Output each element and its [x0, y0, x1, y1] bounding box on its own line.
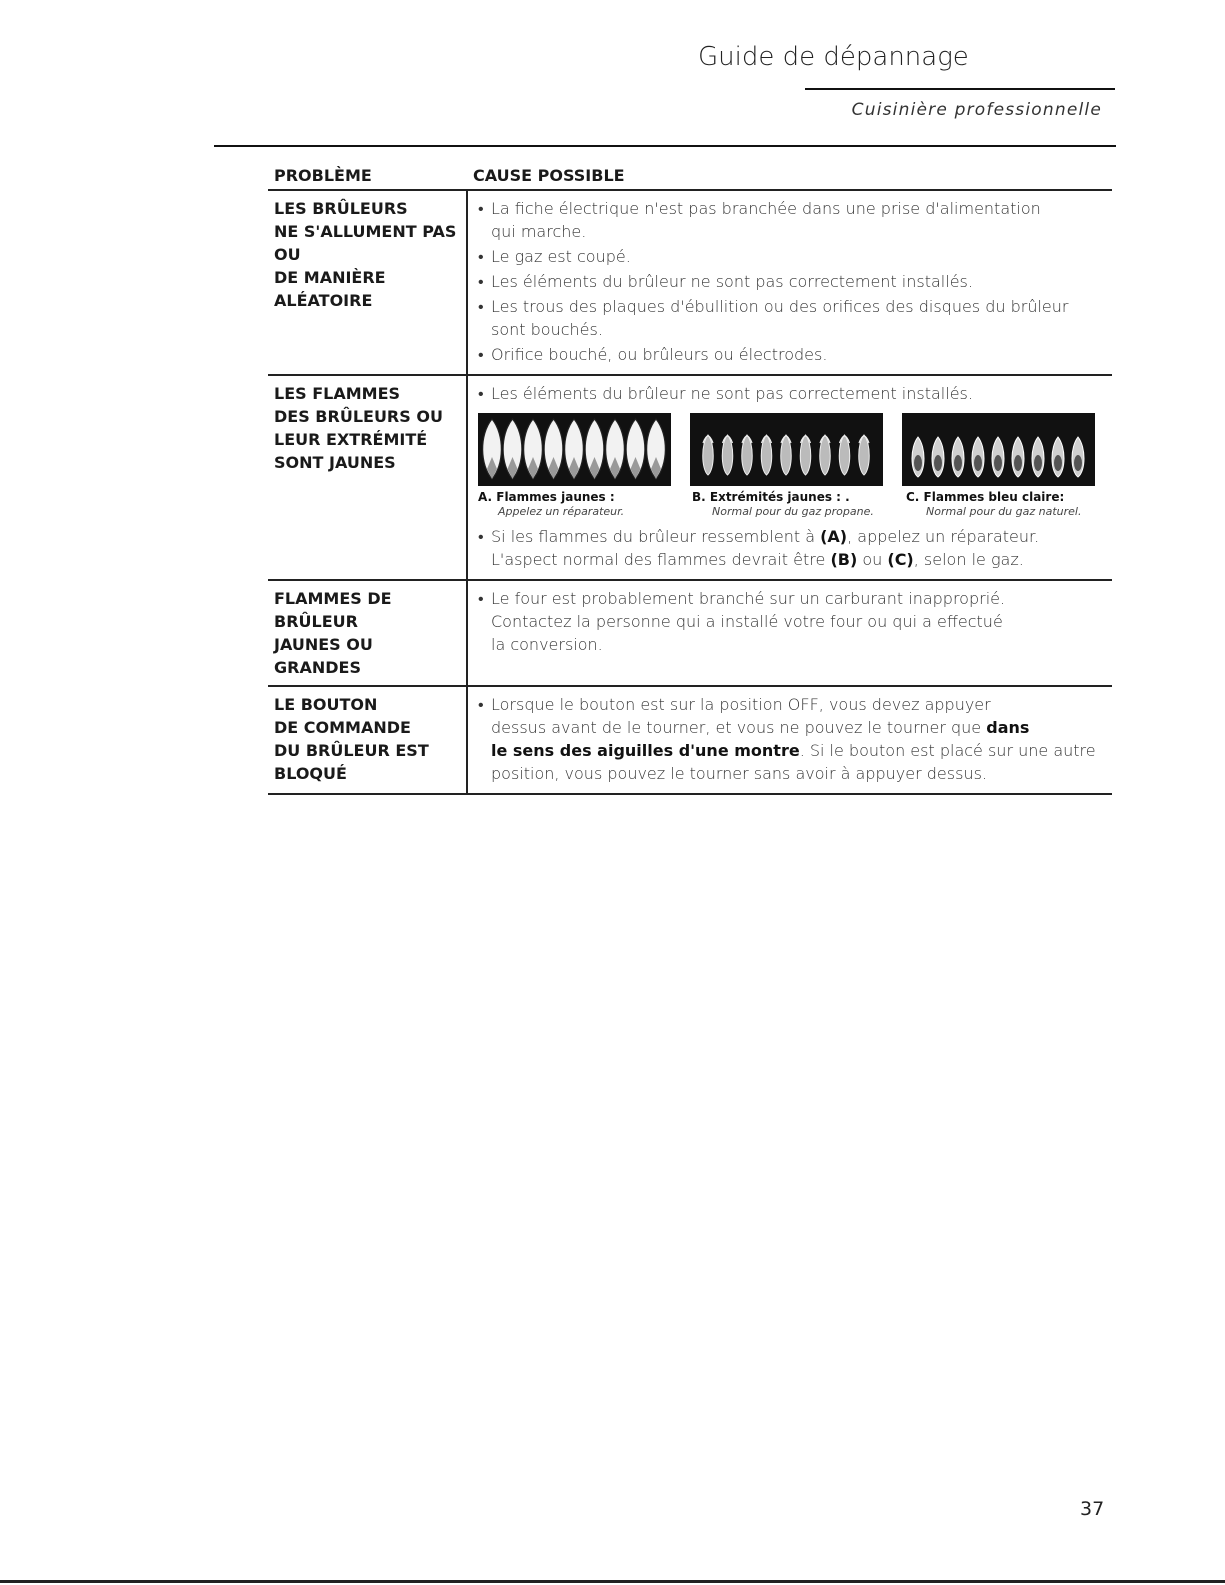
- problem-line: FLAMMES DE BRÛLEUR: [274, 589, 392, 631]
- cause-text: sont bouchés.: [491, 320, 603, 339]
- cause-text-part: , selon le gaz.: [913, 550, 1024, 569]
- cause-text-part: ou: [857, 550, 888, 569]
- flame-core: [1074, 455, 1082, 471]
- yellow-flames-illustration: [478, 413, 671, 486]
- cause-item: [478, 197, 1106, 243]
- cause-text: Contactez la personne qui a installé votre four ou qui a effectué: [491, 612, 1003, 631]
- flame-core: [914, 455, 922, 471]
- flame-image-a: [478, 413, 671, 486]
- cause-cell: [467, 375, 1112, 580]
- cause-text: [491, 548, 1106, 571]
- cause-item: [478, 382, 1106, 405]
- cause-text-part: L'aspect normal des flammes devrait être: [491, 550, 831, 569]
- cause-text: • Lorsque le bouton est sur la position OFF, vous devez appuyer: [491, 695, 991, 714]
- cause-text: • Orifice bouché, ou brûleurs ou électrodes.: [491, 345, 828, 364]
- cause-text: • Les trous des plaques d'ébullition ou des orifices des disques du brûleur: [491, 297, 1069, 316]
- troubleshooting-table: [268, 162, 1112, 795]
- cause-emphasis: dans: [986, 718, 1030, 737]
- table-header-row: [268, 162, 1112, 190]
- problem-cell: [268, 686, 467, 794]
- cause-item: [478, 587, 1106, 656]
- cause-cell: [467, 190, 1112, 375]
- bottom-border: [0, 1580, 1225, 1583]
- flame-core: [934, 455, 942, 471]
- problem-line: SONT JAUNES: [274, 453, 396, 472]
- column-header-cause: CAUSE POSSIBLE: [467, 162, 1112, 190]
- problem-line: LEUR EXTRÉMITÉ: [274, 430, 428, 449]
- page-number: 37: [1080, 1498, 1105, 1520]
- flame-captions: [478, 490, 1106, 519]
- problem-line: JAUNES OU GRANDES: [274, 635, 373, 677]
- flame-core: [954, 455, 962, 471]
- cause-text: [491, 716, 1106, 739]
- cause-text: • Les éléments du brûleur ne sont pas correctement installés.: [491, 272, 973, 291]
- cause-text: • Le gaz est coupé.: [491, 247, 631, 266]
- label-b: (B): [830, 550, 858, 569]
- problem-line: DU BRÛLEUR EST: [274, 741, 429, 760]
- cause-text-part: dessus avant de le tourner, et vous ne pouvez le tourner que: [491, 718, 987, 737]
- table-row: [268, 686, 1112, 794]
- caption-subtitle: Normal pour du gaz naturel.: [926, 505, 1082, 518]
- problem-line: DES BRÛLEURS OU: [274, 407, 443, 426]
- caption-title: B. Extrémités jaunes : .: [692, 490, 850, 504]
- cause-item: [478, 693, 1106, 785]
- flame-core: [974, 455, 982, 471]
- column-header-problem: PROBLÈME: [268, 162, 467, 190]
- caption-title: A. Flammes jaunes :: [478, 490, 615, 504]
- header-divider: [214, 145, 1116, 147]
- cause-item: [478, 245, 1106, 268]
- flame-illustrations: [478, 413, 1106, 486]
- page-title: Guide de dépannage: [698, 42, 969, 72]
- cause-emphasis: le sens des aiguilles d'une montre: [491, 741, 800, 760]
- cause-text: [491, 525, 1106, 548]
- problem-cell: [268, 580, 467, 686]
- cause-text-part: , appelez un réparateur.: [847, 527, 1040, 546]
- flame-core: [994, 455, 1002, 471]
- problem-line: LES BRÛLEURS: [274, 199, 408, 218]
- problem-line: LES FLAMMES: [274, 384, 401, 403]
- flame-caption-b: [692, 490, 892, 519]
- cause-text: • Le four est probablement branché sur un carburant inapproprié.: [491, 589, 1006, 608]
- flame-caption-c: [906, 490, 1106, 519]
- problem-line: DE COMMANDE: [274, 718, 411, 737]
- cause-text: [491, 739, 1106, 762]
- caption-subtitle: Normal pour du gaz propane.: [712, 505, 874, 518]
- problem-line: LE BOUTON: [274, 695, 378, 714]
- flame-caption-a: [478, 490, 678, 519]
- page-subtitle: Cuisinière professionnelle: [851, 100, 1102, 120]
- caption-title: C. Flammes bleu claire:: [906, 490, 1065, 504]
- cause-item: [478, 295, 1106, 341]
- cause-item: [478, 525, 1106, 571]
- cause-text: position, vous pouvez le tourner sans avoir à appuyer dessus.: [491, 764, 988, 783]
- cause-text: • La fiche électrique n'est pas branchée dans une prise d'alimentation: [491, 199, 1041, 218]
- flame-core: [1054, 455, 1062, 471]
- label-a: (A): [820, 527, 848, 546]
- cause-text-part: . Si le bouton est placé sur une autre: [799, 741, 1096, 760]
- cause-item: [478, 343, 1106, 366]
- title-underline: [805, 88, 1115, 90]
- caption-subtitle: Appelez un réparateur.: [498, 505, 625, 518]
- cause-cell: [467, 580, 1112, 686]
- flame-image-c: [902, 413, 1095, 486]
- table-row: [268, 190, 1112, 375]
- problem-line: NE S'ALLUMENT PAS OU: [274, 222, 457, 264]
- problem-cell: [268, 190, 467, 375]
- table-row: [268, 375, 1112, 580]
- yellow-tip-flames-illustration: [690, 413, 883, 486]
- cause-text: qui marche.: [491, 222, 587, 241]
- label-c: (C): [887, 550, 914, 569]
- flame-image-b: [690, 413, 883, 486]
- cause-text: la conversion.: [491, 635, 603, 654]
- table-row: [268, 580, 1112, 686]
- problem-cell: [268, 375, 467, 580]
- cause-text: Les éléments du brûleur ne sont pas correctement installés.: [491, 384, 973, 403]
- blue-flames-illustration: [902, 413, 1095, 486]
- flame-core: [1014, 455, 1022, 471]
- problem-line: BLOQUÉ: [274, 764, 347, 783]
- flame-core: [1034, 455, 1042, 471]
- cause-cell: [467, 686, 1112, 794]
- cause-text-part: Si les flammes du brûleur ressemblent à: [491, 527, 821, 546]
- cause-item: [478, 270, 1106, 293]
- problem-line: DE MANIÈRE ALÉATOIRE: [274, 268, 386, 310]
